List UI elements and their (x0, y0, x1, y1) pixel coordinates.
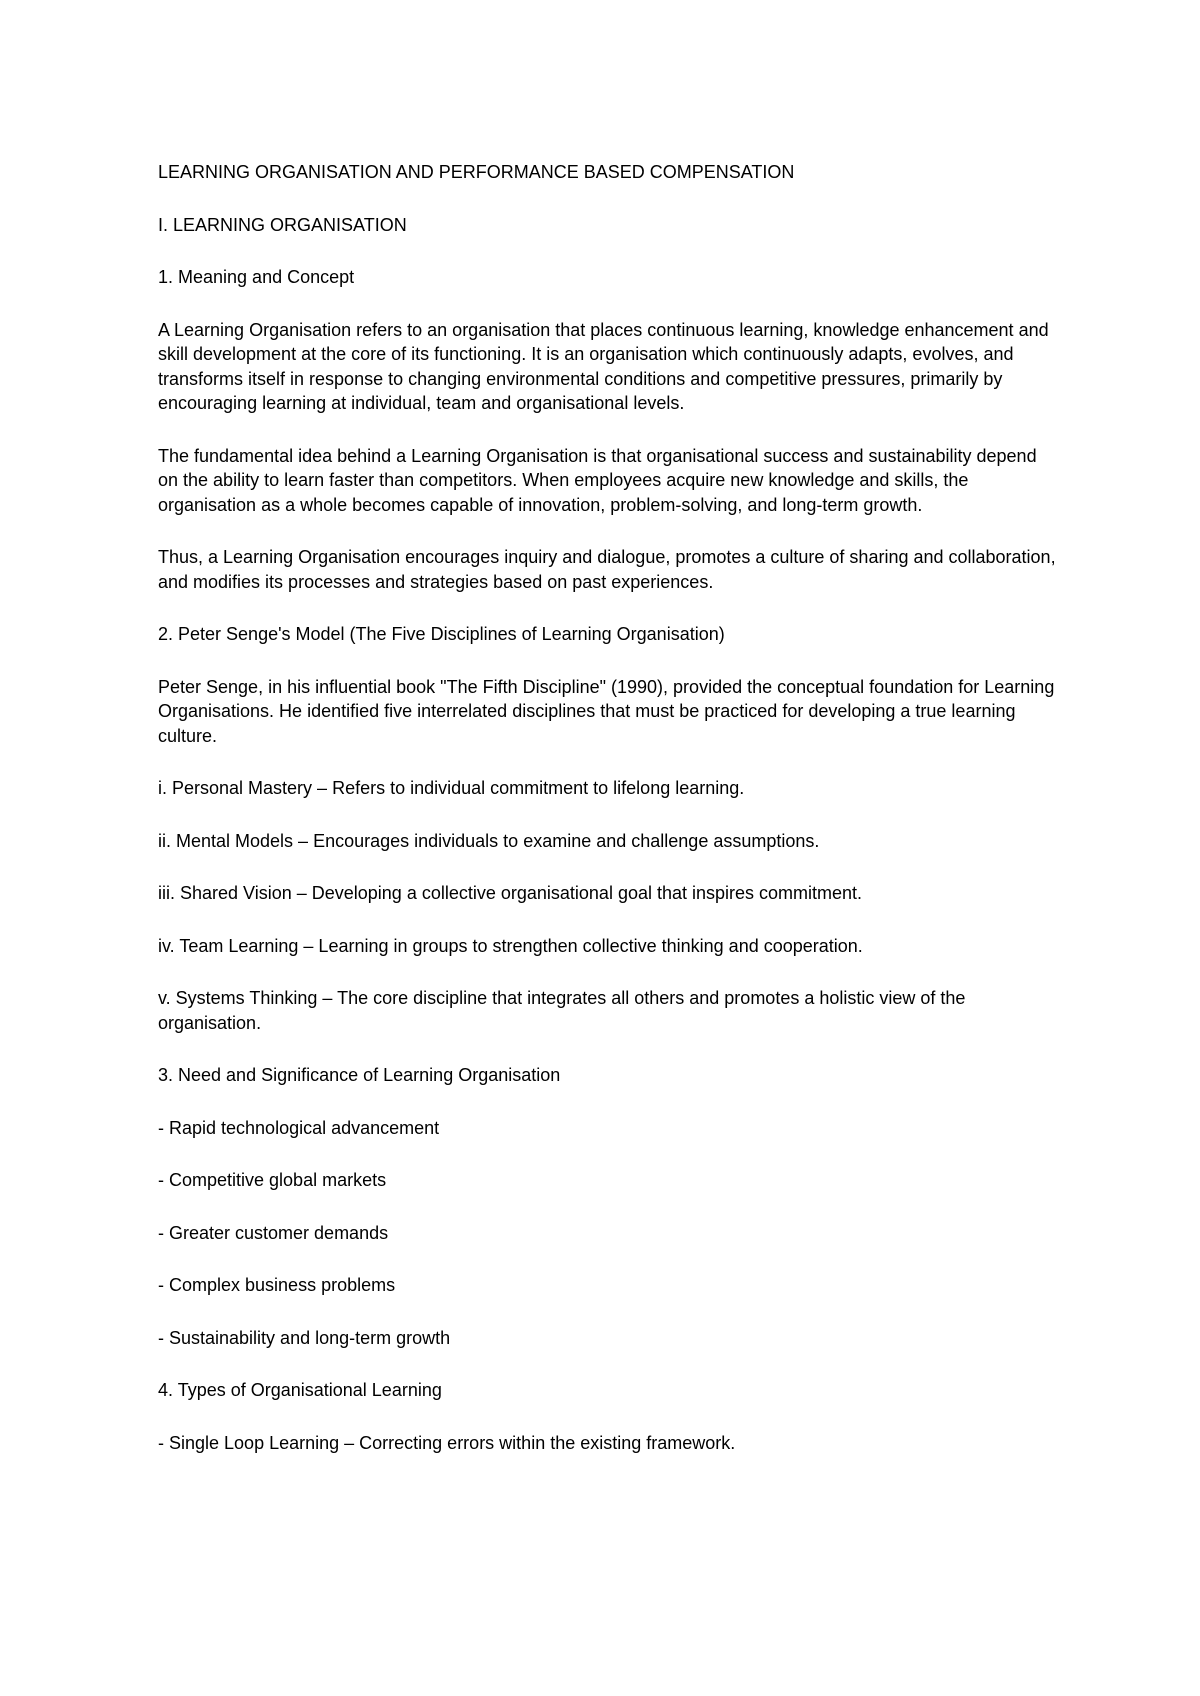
subsection-heading: 1. Meaning and Concept (158, 267, 355, 287)
document-body (158, 160, 1058, 1455)
list-item: - Single Loop Learning – Correcting errors within the existing framework. (158, 1432, 736, 1453)
document-title: LEARNING ORGANISATION AND PERFORMANCE BASED COMPENSATION (158, 162, 795, 182)
list-item: - Greater customer demands (158, 1222, 389, 1243)
list-item: - Competitive global markets (158, 1170, 387, 1190)
paragraph: A Learning Organisation refers to an organisation that places continuous learning, knowledge enhancement and skill development at the core of its functioning. It is an organisation which continuously adapts, evolves, and transforms itself in response to changing environmental conditions and competitive pressures, primarily by encouraging learning at individual, team and organisational levels. (158, 319, 1049, 413)
list-item: - Sustainability and long-term growth (158, 1327, 451, 1348)
list-item: ii. Mental Models – Encourages individuals to examine and challenge assumptions. (158, 830, 820, 851)
subsection-heading: 2. Peter Senge's Model (The Five Disciplines of Learning Organisation) (158, 624, 725, 644)
list-item: iv. Team Learning – Learning in groups to strengthen collective thinking and cooperation. (158, 935, 863, 956)
list-item: - Complex business problems (158, 1275, 396, 1295)
list-item: - Rapid technological advancement (158, 1117, 440, 1138)
paragraph: Peter Senge, in his influential book "The Fifth Discipline" (1990), provided the conceptual foundation for Learning Organisations. He identified five interrelated disciplines that must be practiced for developing a true learning culture. (158, 676, 1055, 746)
section-heading: I. LEARNING ORGANISATION (158, 214, 407, 235)
list-item: i. Personal Mastery – Refers to individual commitment to lifelong learning. (158, 778, 745, 798)
paragraph: The fundamental idea behind a Learning Organisation is that organisational success and sustainability depend on the ability to learn faster than competitors. When employees acquire new knowledge and skills, the organisation as a whole becomes capable of innovation, problem-solving, and long-term growth. (158, 445, 1037, 515)
list-item: v. Systems Thinking – The core discipline that integrates all others and promotes a holistic view of the organisation. (158, 988, 966, 1033)
list-item: iii. Shared Vision – Developing a collective organisational goal that inspires commitment. (158, 883, 863, 903)
subsection-heading: 3. Need and Significance of Learning Organisation (158, 1065, 561, 1085)
paragraph: Thus, a Learning Organisation encourages inquiry and dialogue, promotes a culture of sharing and collaboration, and modifies its processes and strategies based on past experiences. (158, 547, 1056, 592)
subsection-heading: 4. Types of Organisational Learning (158, 1380, 442, 1400)
